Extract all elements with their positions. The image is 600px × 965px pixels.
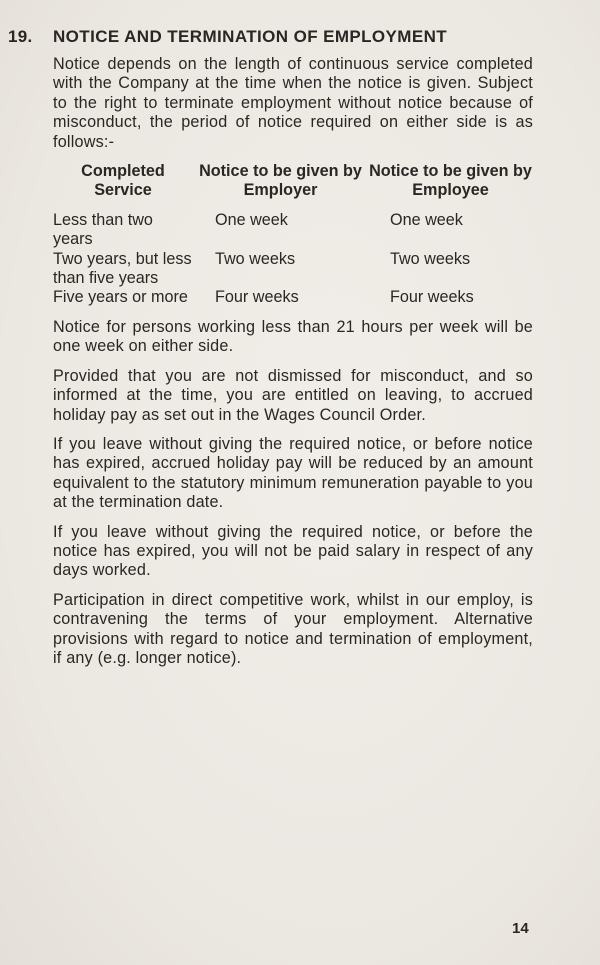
header-notice-by-employee: Notice to be given by Employee xyxy=(369,162,532,200)
employer-notice-cell: Four weeks xyxy=(215,288,299,307)
table-header-row xyxy=(53,162,533,211)
holiday-pay-reduction-paragraph: If you leave without giving the required notice, or before notice has expired, accrued holiday pay will be reduced by an amount equivalent to the statutory minimum remuneration payable to you at the termination date. xyxy=(53,434,533,512)
page-number: 14 xyxy=(512,920,529,937)
table-row xyxy=(53,250,533,289)
service-cell: Two years, but less than five years xyxy=(53,249,192,288)
intro-paragraph: Notice depends on the length of continuous service completed with the Company at the time when the notice is given. Subject to the right to terminate employment without notice because of misconduct, the period of notice required on either side is as follows:- xyxy=(53,55,533,151)
competitive-work-paragraph: Participation in direct competitive work, whilst in our employ, is contravening the terms of your employment. Alternative provisions with regard to notice and termination of employment, if any (e.g. longer notice). xyxy=(53,590,533,667)
employee-notice-cell: Four weeks xyxy=(390,288,474,307)
part-time-notice-paragraph: Notice for persons working less than 21 hours per week will be one week on either side. xyxy=(53,317,533,356)
section-title: NOTICE AND TERMINATION OF EMPLOYMENT xyxy=(53,27,448,46)
salary-forfeit-paragraph: If you leave without giving the required notice, or before the notice has expired, you will not be paid salary in respect of any days worked. xyxy=(53,522,533,580)
service-cell: Less than two years xyxy=(53,210,153,249)
service-cell: Five years or more xyxy=(53,288,188,307)
notice-period-table xyxy=(53,162,533,308)
header-notice-by-employer: Notice to be given by Employer xyxy=(199,162,362,200)
section-number: 19. xyxy=(8,27,33,46)
table-row xyxy=(53,288,533,307)
holiday-pay-paragraph: Provided that you are not dismissed for misconduct, and so informed at the time, you are entitled on leaving, to accrued holiday pay as set out in the Wages Council Order. xyxy=(53,366,533,424)
table-row xyxy=(53,211,533,250)
employee-notice-cell: One week xyxy=(390,210,463,229)
employer-notice-cell: One week xyxy=(215,210,288,229)
header-completed-service: Completed Service xyxy=(81,162,165,200)
employer-notice-cell: Two weeks xyxy=(215,249,296,268)
employee-notice-cell: Two weeks xyxy=(390,249,471,268)
section-body xyxy=(53,55,533,668)
